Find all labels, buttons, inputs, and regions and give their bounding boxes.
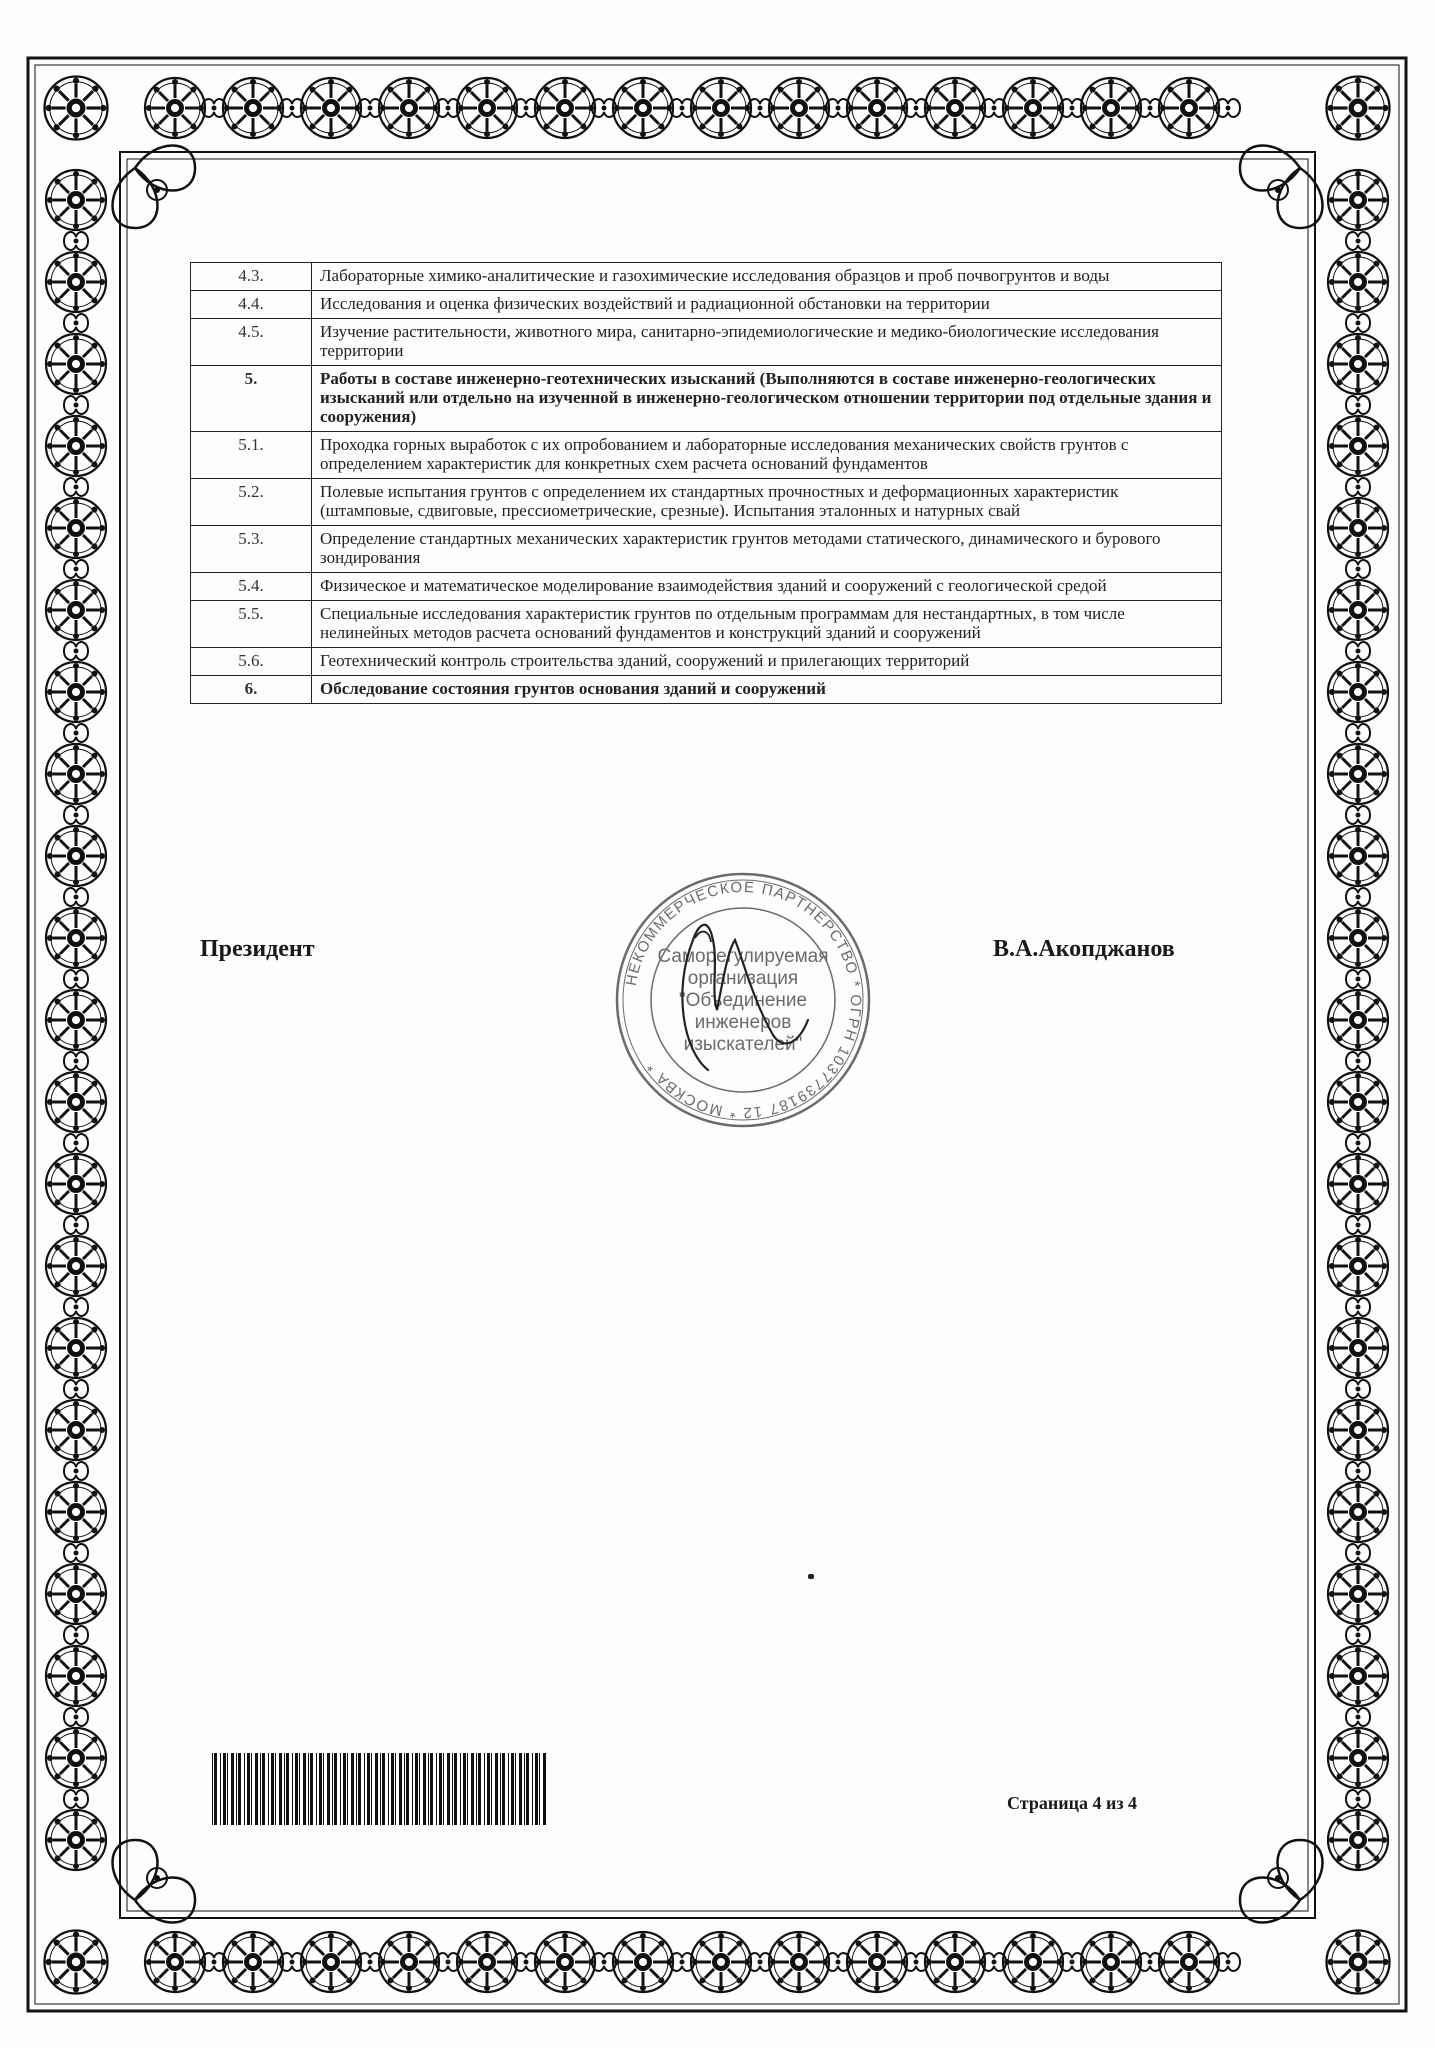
- barcode-bar: [286, 1753, 289, 1825]
- corner-flourish: [113, 146, 196, 229]
- border-knot: [64, 314, 88, 332]
- row-description: Лабораторные химико-аналитические и газохимические исследования образцов и проб почвогрунтов и воды: [312, 263, 1222, 291]
- barcode-bar: [500, 1753, 501, 1825]
- row-number: 5.: [191, 366, 312, 432]
- border-rosette: [145, 78, 205, 138]
- border-rosette: [847, 1932, 907, 1992]
- border-knot: [1346, 642, 1370, 660]
- corner-rosette: [45, 1931, 108, 1994]
- barcode-bar: [227, 1753, 228, 1825]
- border-rosette: [301, 78, 361, 138]
- border-rosette: [1328, 416, 1388, 476]
- border-knot: [64, 1790, 88, 1808]
- border-knot: [1346, 1462, 1370, 1480]
- barcode-bar: [356, 1753, 357, 1825]
- row-number: 5.2.: [191, 479, 312, 526]
- border-rosette: [1328, 252, 1388, 312]
- barcode-bar: [443, 1753, 444, 1825]
- border-knot: [1346, 1052, 1370, 1070]
- barcode-bar: [268, 1753, 269, 1825]
- barcode-bar: [220, 1753, 221, 1825]
- table-row: [191, 479, 1222, 526]
- barcode-bar: [323, 1753, 324, 1825]
- row-description: Исследования и оценка физических воздействий и радиационной обстановки на территории: [312, 291, 1222, 319]
- border-rosette: [46, 1072, 106, 1132]
- barcode-bar: [358, 1753, 361, 1825]
- row-description: Полевые испытания грунтов с определением их стандартных прочностных и деформационных характеристик (штамповые, сдвиговые, прессиометрические, срезные). Испытания эталонных и натурных свай: [312, 479, 1222, 526]
- border-rosette: [46, 1646, 106, 1706]
- border-rosette: [1081, 78, 1141, 138]
- row-number: 5.4.: [191, 573, 312, 601]
- row-number: 6.: [191, 676, 312, 704]
- barcode-bar: [308, 1753, 309, 1825]
- border-rosette: [535, 78, 595, 138]
- border-rosette: [613, 78, 673, 138]
- barcode-bar: [430, 1753, 433, 1825]
- barcode-bar: [275, 1753, 276, 1825]
- border-knot: [64, 1298, 88, 1316]
- seal-center-line: организация: [687, 968, 799, 989]
- border-rosette: [1328, 826, 1388, 886]
- border-rosette: [46, 1400, 106, 1460]
- barcode-bar: [502, 1753, 505, 1825]
- signatory-name: В.А.Акопджанов: [993, 936, 1175, 962]
- barcode-bar: [428, 1753, 429, 1825]
- corner-rosette: [45, 77, 108, 140]
- barcode-bar: [423, 1753, 426, 1825]
- barcode-bar: [334, 1753, 337, 1825]
- barcode-bar: [310, 1753, 313, 1825]
- barcode-bar: [508, 1753, 509, 1825]
- corner-flourish: [1240, 146, 1323, 229]
- border-rosette: [535, 1932, 595, 1992]
- border-rosette: [1328, 1236, 1388, 1296]
- barcode-bar: [271, 1753, 274, 1825]
- table-row: [191, 648, 1222, 676]
- organization-seal: [613, 870, 873, 1130]
- border-knot: [64, 1380, 88, 1398]
- barcode-bar: [399, 1753, 402, 1825]
- border-rosette: [46, 1318, 106, 1378]
- border-knot: [1346, 1544, 1370, 1562]
- barcode-bar: [467, 1753, 468, 1825]
- table-row: [191, 263, 1222, 291]
- barcode-bar: [526, 1753, 529, 1825]
- table-row: [191, 319, 1222, 366]
- barcode-bar: [487, 1753, 490, 1825]
- page-number: Страница 4 из 4: [1007, 1793, 1138, 1813]
- border-rosette: [46, 1154, 106, 1214]
- border-rosette: [691, 1932, 751, 1992]
- border-rosette: [1328, 334, 1388, 394]
- border-knot: [1346, 1708, 1370, 1726]
- row-description: Проходка горных выработок с их опробованием и лабораторные исследования механических свойств грунтов с определением характеристик для конкретных схем расчета оснований фундаментов: [312, 432, 1222, 479]
- barcode-bar: [262, 1753, 265, 1825]
- barcode-bar: [371, 1753, 372, 1825]
- border-rosette: [457, 78, 517, 138]
- border-rosette: [613, 1932, 673, 1992]
- border-knot: [64, 1216, 88, 1234]
- border-knot: [64, 806, 88, 824]
- corner-flourish: [113, 1840, 196, 1923]
- border-knot: [64, 642, 88, 660]
- barcode-bar: [419, 1753, 420, 1825]
- border-rosette: [145, 1932, 205, 1992]
- barcode-bar: [476, 1753, 477, 1825]
- border-rosette: [457, 1932, 517, 1992]
- border-knot: [64, 232, 88, 250]
- border-knot: [1346, 1380, 1370, 1398]
- border-rosette: [46, 1236, 106, 1296]
- border-knot: [1346, 888, 1370, 906]
- border-knot: [1346, 724, 1370, 742]
- border-rosette: [1003, 78, 1063, 138]
- border-rosette: [379, 1932, 439, 1992]
- border-rosette: [46, 416, 106, 476]
- border-knot: [64, 1052, 88, 1070]
- border-knot: [64, 1134, 88, 1152]
- border-rosette: [301, 1932, 361, 1992]
- border-rosette: [46, 1810, 106, 1870]
- barcode-bar: [279, 1753, 282, 1825]
- border-knot: [1346, 1790, 1370, 1808]
- table-row: [191, 573, 1222, 601]
- border-knot: [1346, 1298, 1370, 1316]
- barcode-bar: [439, 1753, 442, 1825]
- seal-center-line: Саморегулируемая: [657, 946, 829, 967]
- barcode-bar: [316, 1753, 317, 1825]
- barcode-bar: [284, 1753, 285, 1825]
- border-rosette: [46, 1564, 106, 1624]
- row-description: Работы в составе инженерно-геотехнических изысканий (Выполняются в составе инженерно-геологических изысканий или отдельно на изученной в инженерно-геологическом отношении территории под отдельные здания и сооружения): [312, 366, 1222, 432]
- seal-ring-text: НЕКОММЕРЧЕСКОЕ ПАРТНЕРСТВО * ОГРН 1037739187 12 * МОСКВА *: [622, 878, 865, 1122]
- border-rosette: [1328, 662, 1388, 722]
- border-rosette: [1328, 1728, 1388, 1788]
- border-rosette: [46, 252, 106, 312]
- barcode-bar: [351, 1753, 354, 1825]
- barcode-bar: [515, 1753, 516, 1825]
- barcode-bar: [463, 1753, 466, 1825]
- border-rosette: [769, 1932, 829, 1992]
- border-knot: [64, 1626, 88, 1644]
- border-rosette: [847, 78, 907, 138]
- barcode-bar: [382, 1753, 385, 1825]
- barcode-bar: [251, 1753, 252, 1825]
- border-rosette: [1328, 1564, 1388, 1624]
- border-rosette: [925, 1932, 985, 1992]
- table-row: [191, 676, 1222, 704]
- border-rosette: [1081, 1932, 1141, 1992]
- table-row: [191, 291, 1222, 319]
- barcode-bar: [332, 1753, 333, 1825]
- border-rosette: [46, 1728, 106, 1788]
- border-knot: [1346, 396, 1370, 414]
- border-knot: [64, 970, 88, 988]
- row-number: 4.5.: [191, 319, 312, 366]
- border-knot: [64, 1544, 88, 1562]
- row-description: Определение стандартных механических характеристик грунтов методами статического, динамического и бурового зондирования: [312, 526, 1222, 573]
- barcode-bar: [247, 1753, 250, 1825]
- barcode-bar: [491, 1753, 492, 1825]
- border-knot: [1346, 560, 1370, 578]
- barcode-bar: [343, 1753, 346, 1825]
- border-knot: [1346, 806, 1370, 824]
- barcode-bar: [404, 1753, 405, 1825]
- barcode-bar: [395, 1753, 396, 1825]
- barcode-bar: [223, 1753, 226, 1825]
- table-row: [191, 366, 1222, 432]
- border-knot: [1346, 1216, 1370, 1234]
- row-number: 5.5.: [191, 601, 312, 648]
- border-rosette: [1328, 1400, 1388, 1460]
- row-description: Изучение растительности, животного мира, санитарно-эпидемиологические и медико-биологические исследования территории: [312, 319, 1222, 366]
- barcode-bar: [244, 1753, 245, 1825]
- barcode-bar: [340, 1753, 341, 1825]
- border-rosette: [691, 78, 751, 138]
- barcode-bar: [214, 1753, 217, 1825]
- row-description: Обследование состояния грунтов основания зданий и сооружений: [312, 676, 1222, 704]
- barcode-bar: [406, 1753, 409, 1825]
- border-rosette: [1328, 498, 1388, 558]
- border-rosette: [46, 498, 106, 558]
- seal-center-line: изыскателей": [683, 1034, 803, 1055]
- border-rosette: [1328, 580, 1388, 640]
- border-knot: [1346, 1134, 1370, 1152]
- seal-center-line: "Объединение: [678, 990, 808, 1011]
- barcode-bar: [447, 1753, 450, 1825]
- row-number: 4.3.: [191, 263, 312, 291]
- border-rosette: [46, 662, 106, 722]
- barcode-bar: [303, 1753, 306, 1825]
- barcode-bar: [471, 1753, 474, 1825]
- border-rosette: [1328, 1810, 1388, 1870]
- barcode-bar: [532, 1753, 533, 1825]
- row-number: 5.6.: [191, 648, 312, 676]
- barcode-bar: [484, 1753, 485, 1825]
- border-rosette: [379, 78, 439, 138]
- border-rosette: [1328, 990, 1388, 1050]
- barcode-bar: [391, 1753, 394, 1825]
- barcode-bar: [236, 1753, 237, 1825]
- barcode-bar: [460, 1753, 461, 1825]
- border-rosette: [1328, 1482, 1388, 1542]
- border-rosette: [1328, 170, 1388, 230]
- barcode-bar: [415, 1753, 418, 1825]
- seal-center-line: инженеров: [694, 1012, 792, 1033]
- barcode-bar: [367, 1753, 370, 1825]
- barcode-bar: [295, 1753, 298, 1825]
- row-number: 5.1.: [191, 432, 312, 479]
- barcode-bar: [380, 1753, 381, 1825]
- barcode-bar: [260, 1753, 261, 1825]
- works-table: [190, 262, 1222, 704]
- barcode-bar: [436, 1753, 437, 1825]
- ink-speck: [808, 1574, 814, 1579]
- signatory-position: Президент: [200, 936, 315, 962]
- corner-flourish: [1240, 1840, 1323, 1923]
- border-rosette: [1159, 1932, 1219, 1992]
- barcode-bar: [452, 1753, 453, 1825]
- barcode-bar: [524, 1753, 525, 1825]
- border-rosette: [1328, 908, 1388, 968]
- barcode: [212, 1753, 548, 1825]
- border-rosette: [1328, 1646, 1388, 1706]
- table-row: [191, 601, 1222, 648]
- border-rosette: [46, 580, 106, 640]
- barcode-bar: [299, 1753, 300, 1825]
- border-knot: [1346, 1626, 1370, 1644]
- border-rosette: [1003, 1932, 1063, 1992]
- border-rosette: [46, 908, 106, 968]
- corner-rosette: [1327, 1931, 1390, 1994]
- border-rosette: [223, 1932, 283, 1992]
- table-row: [191, 432, 1222, 479]
- border-rosette: [1328, 1318, 1388, 1378]
- border-rosette: [925, 78, 985, 138]
- corner-rosette: [1327, 77, 1390, 140]
- barcode-bar: [478, 1753, 481, 1825]
- border-knot: [1346, 478, 1370, 496]
- barcode-bar: [231, 1753, 234, 1825]
- barcode-bar: [511, 1753, 514, 1825]
- barcode-bar: [535, 1753, 538, 1825]
- border-rosette: [1328, 744, 1388, 804]
- row-description: Геотехнический контроль строительства зданий, сооружений и прилегающих территорий: [312, 648, 1222, 676]
- border-rosette: [46, 1482, 106, 1542]
- row-description: Специальные исследования характеристик грунтов по отдельным программам для нестандартных, в том числе нелинейных методов расчета оснований фундаментов и конструкций зданий и сооружений: [312, 601, 1222, 648]
- barcode-bar: [539, 1753, 540, 1825]
- border-rosette: [1328, 1154, 1388, 1214]
- border-knot: [64, 396, 88, 414]
- border-knot: [64, 724, 88, 742]
- border-rosette: [46, 990, 106, 1050]
- border-knot: [64, 560, 88, 578]
- barcode-bar: [388, 1753, 389, 1825]
- row-number: 5.3.: [191, 526, 312, 573]
- border-rosette: [46, 334, 106, 394]
- border-rosette: [46, 826, 106, 886]
- barcode-bar: [495, 1753, 498, 1825]
- border-knot: [64, 888, 88, 906]
- barcode-bar: [347, 1753, 348, 1825]
- border-knot: [1346, 970, 1370, 988]
- barcode-bar: [543, 1753, 546, 1825]
- barcode-bar: [375, 1753, 378, 1825]
- row-description: Физическое и математическое моделирование взаимодействия зданий и сооружений с геологической средой: [312, 573, 1222, 601]
- barcode-bar: [319, 1753, 322, 1825]
- barcode-bar: [412, 1753, 413, 1825]
- border-knot: [1346, 232, 1370, 250]
- border-rosette: [223, 78, 283, 138]
- border-knot: [64, 478, 88, 496]
- barcode-bar: [519, 1753, 522, 1825]
- table-row: [191, 526, 1222, 573]
- barcode-bar: [327, 1753, 330, 1825]
- barcode-bar: [454, 1753, 457, 1825]
- barcode-bar: [364, 1753, 365, 1825]
- barcode-bar: [212, 1753, 213, 1825]
- barcode-bar: [255, 1753, 258, 1825]
- row-number: 4.4.: [191, 291, 312, 319]
- barcode-bar: [292, 1753, 293, 1825]
- border-rosette: [1328, 1072, 1388, 1132]
- barcode-bar: [238, 1753, 241, 1825]
- border-knot: [64, 1708, 88, 1726]
- border-rosette: [769, 78, 829, 138]
- border-rosette: [46, 170, 106, 230]
- works-list: [190, 262, 1222, 704]
- border-knot: [1346, 314, 1370, 332]
- border-rosette: [46, 744, 106, 804]
- border-rosette: [1159, 78, 1219, 138]
- border-knot: [64, 1462, 88, 1480]
